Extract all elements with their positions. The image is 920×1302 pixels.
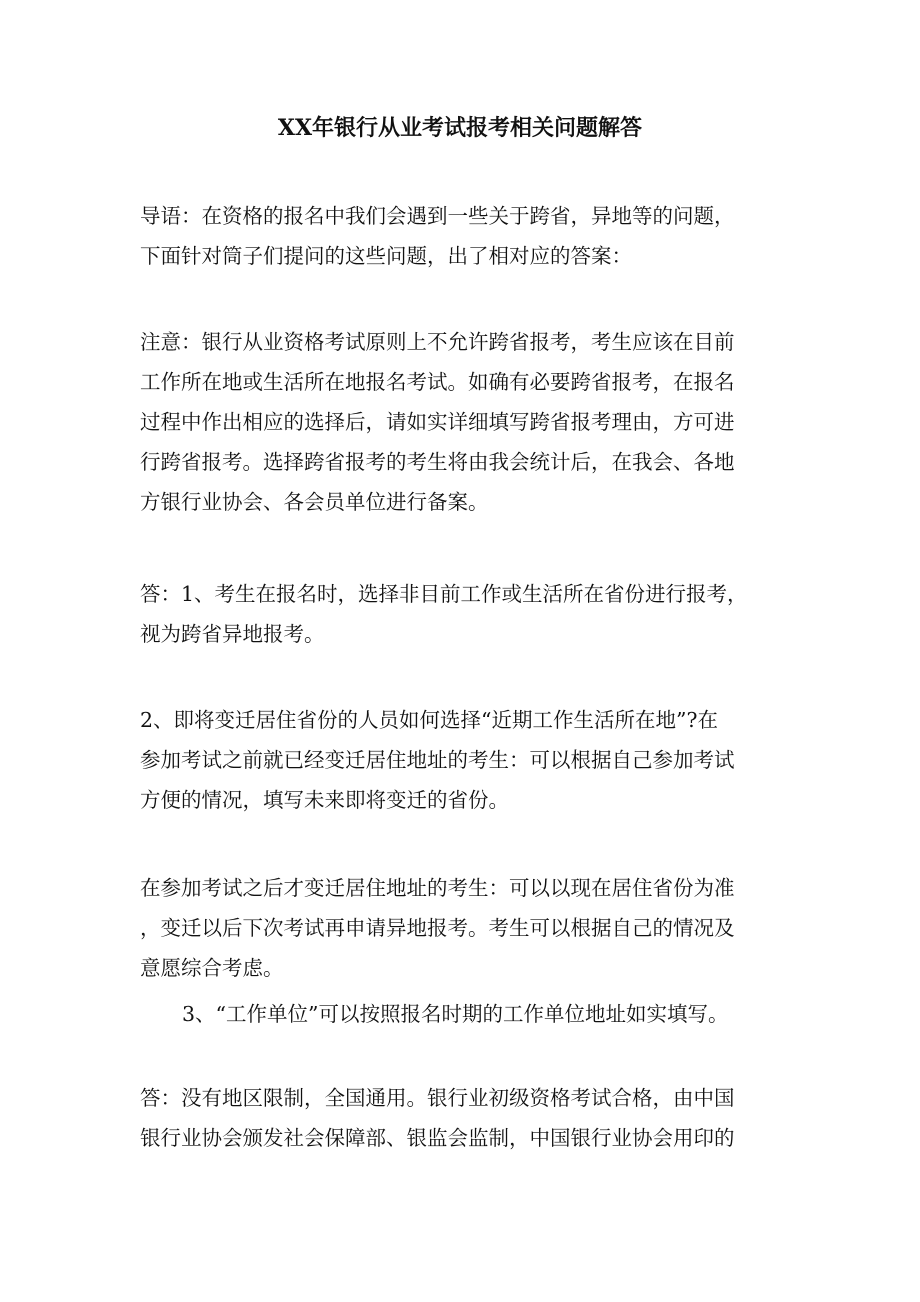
text-line: ，变迁以后下次考试再申请异地报考。考生可以根据自己的情况及 (140, 916, 735, 940)
text-line: 下面针对筒子们提问的这些问题，出了相对应的答案： (140, 244, 632, 268)
text-line: 注意：银行从业资格考试原则上不允许跨省报考，考生应该在目前 (140, 330, 735, 354)
text-line: 2、即将变迁居住省份的人员如何选择“近期工作生活所在地”?在 (140, 708, 718, 732)
text-line: 银行业协会颁发社会保障部、银监会监制，中国银行业协会用印的 (140, 1126, 735, 1150)
paragraph-notice (140, 322, 790, 522)
paragraph-answer-2 (140, 700, 790, 820)
paragraph-answer-1 (140, 574, 790, 654)
text-line: 答：1、考生在报名时，选择非目前工作或生活所在省份进行报考， (140, 582, 748, 606)
document-title: XX年银行从业考试报考相关问题解答 (277, 115, 643, 141)
paragraph-answer-2-cont (140, 868, 790, 988)
text-line: 参加考试之前就已经变迁居住地址的考生：可以根据自己参加考试 (140, 748, 735, 772)
text-line: 方便的情况，填写未来即将变迁的省份。 (140, 788, 509, 812)
text-line: 过程中作出相应的选择后，请如实详细填写跨省报考理由，方可进 (140, 410, 735, 434)
text-line: 在参加考试之后才变迁居住地址的考生：可以以现在居住省份为准 (140, 876, 735, 900)
text-line: 意愿综合考虑。 (140, 956, 284, 980)
text-line: 方银行业协会、各会员单位进行备案。 (140, 490, 489, 514)
paragraph-intro (140, 196, 790, 276)
paragraph-answer-3 (140, 994, 790, 1034)
text-line: 导语：在资格的报名中我们会遇到一些关于跨省，异地等的问题， (140, 204, 735, 228)
paragraph-answer-4 (140, 1078, 790, 1158)
text-line: 行跨省报考。选择跨省报考的考生将由我会统计后，在我会、各地 (140, 450, 735, 474)
text-line: 3、“工作单位”可以按照报名时期的工作单位地址如实填写。 (182, 1002, 729, 1026)
text-line: 视为跨省异地报考。 (140, 622, 325, 646)
text-line: 答：没有地区限制，全国通用。银行业初级资格考试合格，由中国 (140, 1086, 735, 1110)
text-line: 工作所在地或生活所在地报名考试。如确有必要跨省报考，在报名 (140, 370, 735, 394)
